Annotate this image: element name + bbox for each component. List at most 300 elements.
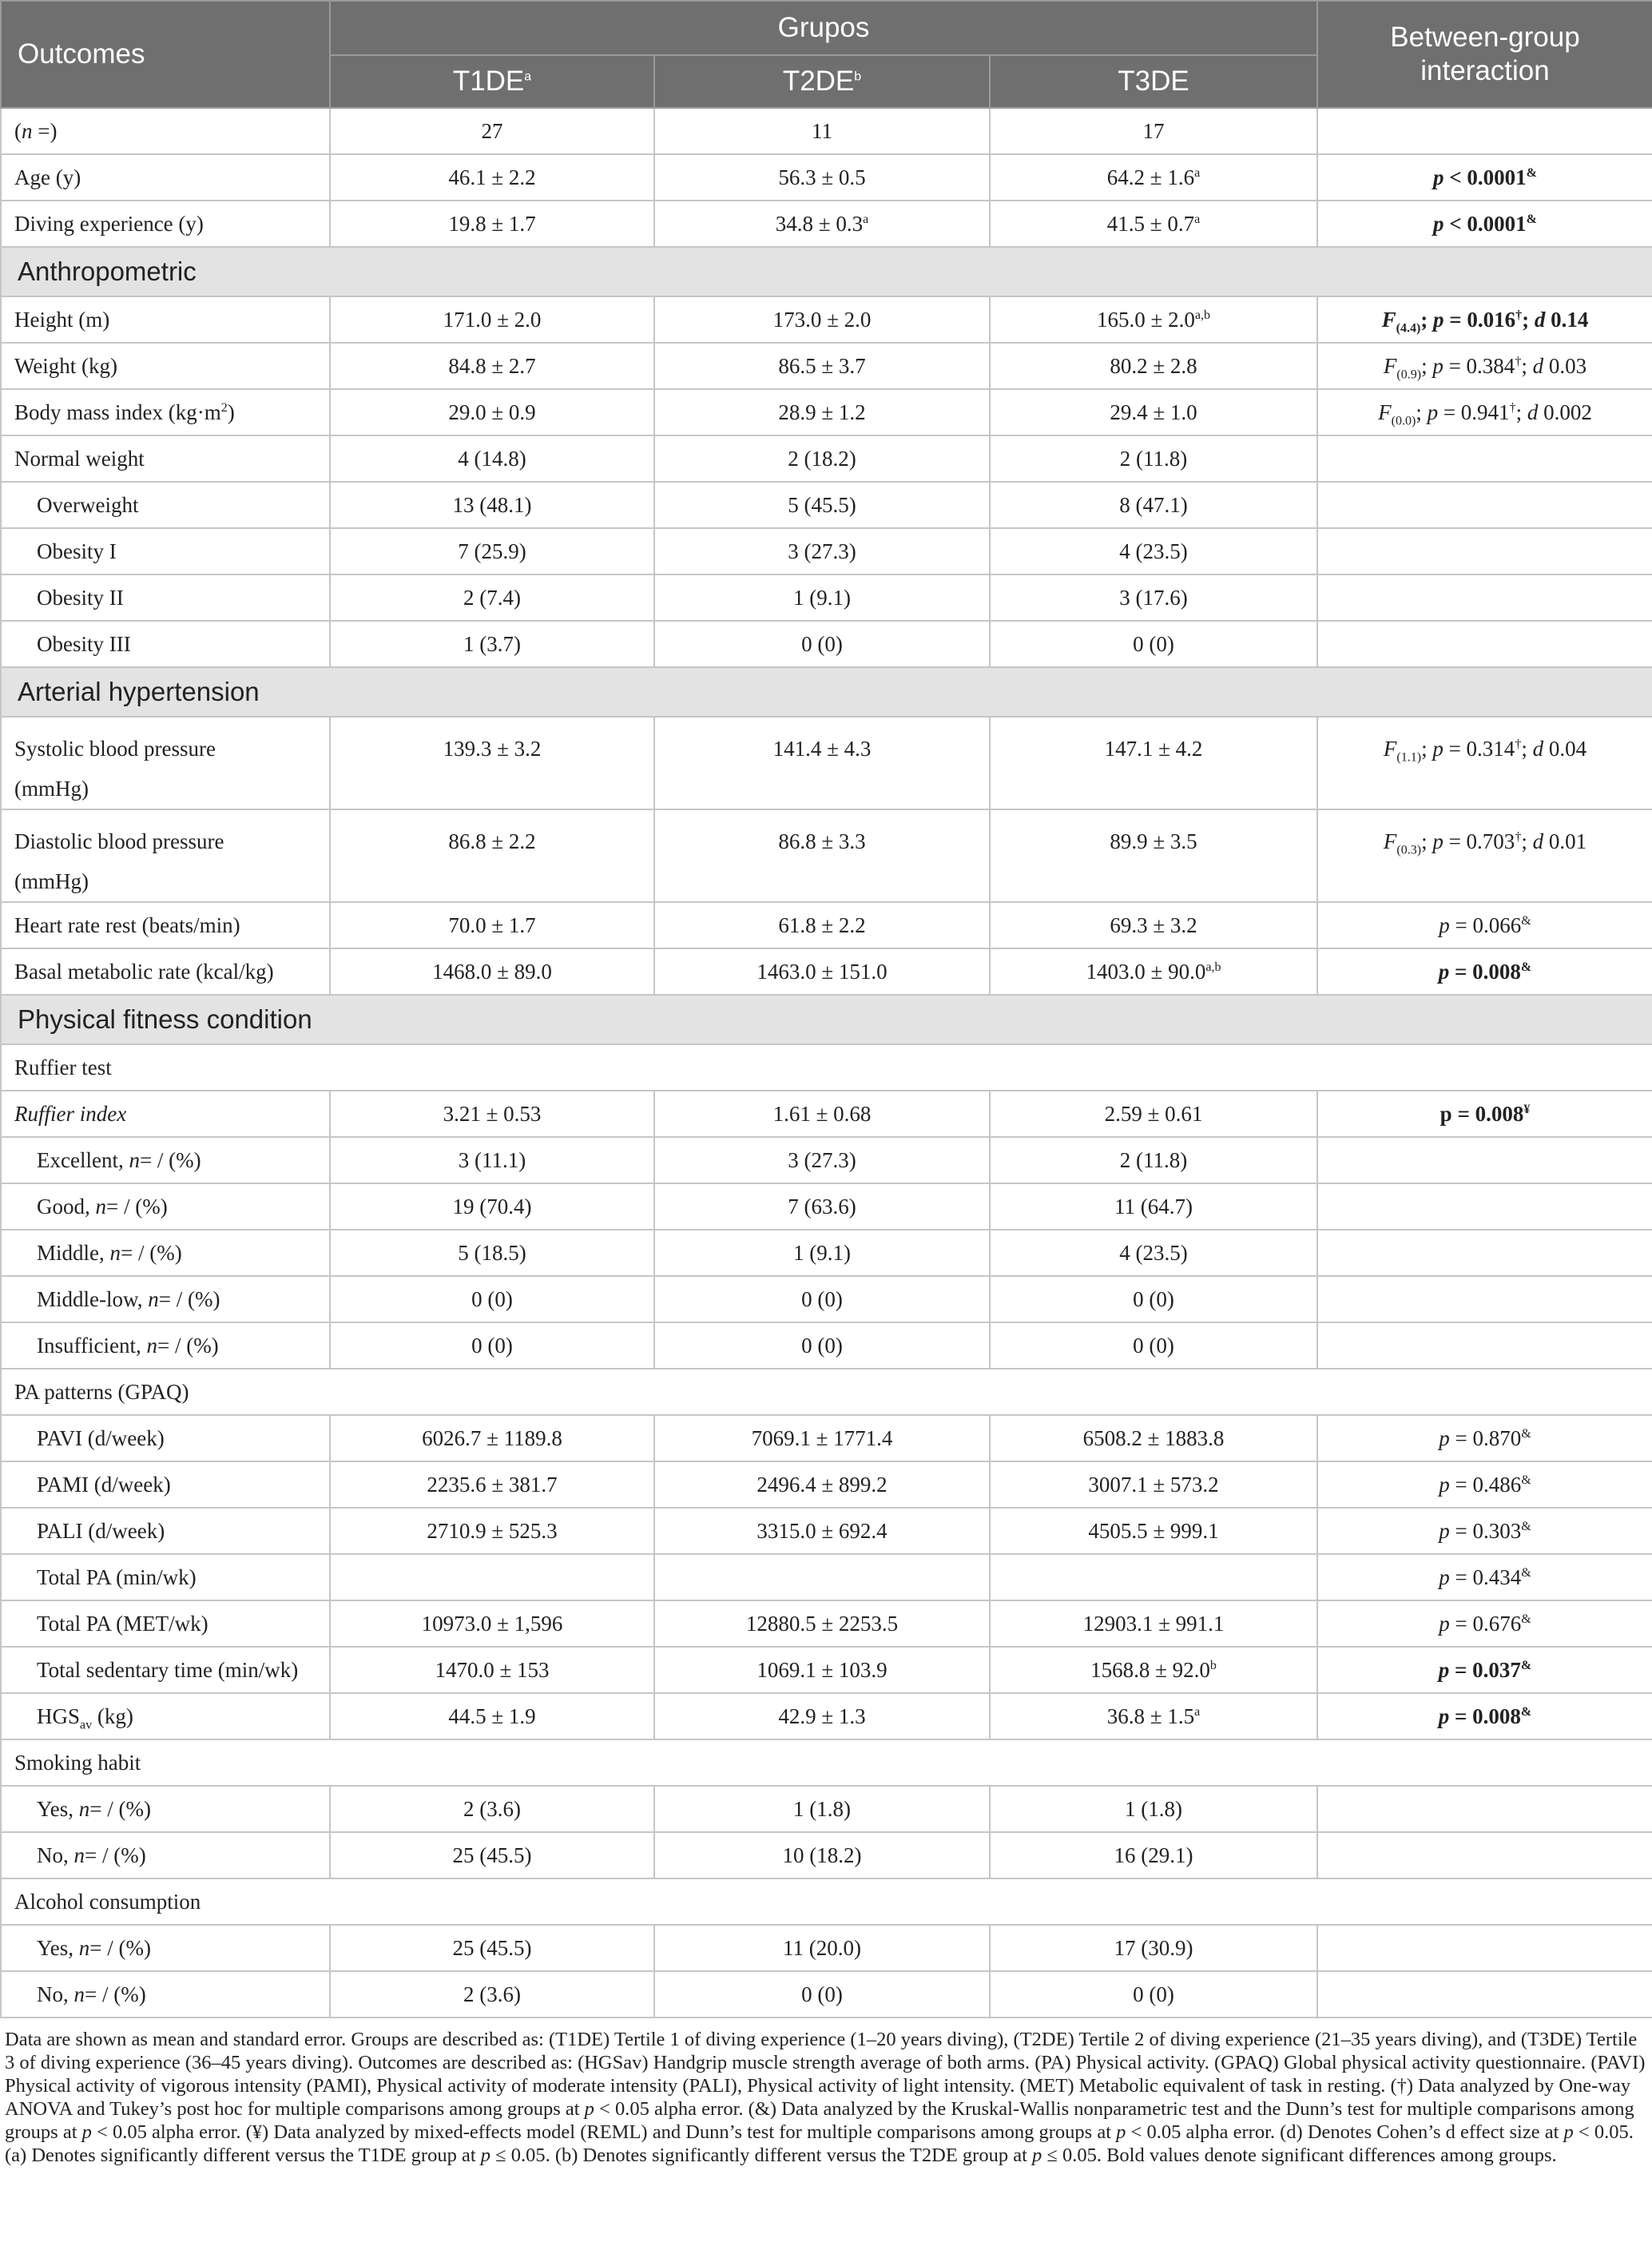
p-sup: † — [1509, 400, 1516, 415]
header-group-t2de — [654, 55, 990, 108]
sep: ; — [1522, 307, 1535, 332]
cell-value: 41.5 ± 0.7 — [1106, 211, 1195, 236]
row-label: Basal metabolic rate (kcal/kg) — [1, 948, 330, 995]
row-label — [1, 1971, 330, 2017]
footnote-p: p — [480, 2145, 491, 2166]
row-label — [1, 1832, 330, 1878]
f-sub: (0.9) — [1396, 367, 1422, 381]
p-sup: & — [1521, 1565, 1531, 1580]
table-row — [1, 621, 1652, 667]
footnote-text: < 0.05 alpha error. (¥) Data analyzed by mixed-effects model (REML) and Dunn’s test for multiple comparisons among groups at — [91, 2121, 1117, 2143]
cell-sup: a,b — [1205, 960, 1221, 974]
row-label — [1, 108, 330, 154]
cell-t2de: 12880.5 ± 2253.5 — [654, 1600, 990, 1647]
table-row — [1, 574, 1652, 621]
cell-t3de: 3007.1 ± 573.2 — [990, 1461, 1317, 1508]
cell-t1de: 70.0 ± 1.7 — [330, 902, 654, 948]
p-sup: & — [1521, 1519, 1531, 1533]
cell-interaction — [1317, 1647, 1652, 1693]
f-symbol: F — [1383, 829, 1397, 853]
cell-t3de: 2 (11.8) — [990, 435, 1317, 482]
row-label: Overweight — [1, 482, 330, 528]
label-part: = / (%) — [157, 1333, 219, 1358]
p-symbol: p — [1439, 1611, 1450, 1636]
table-row — [1, 1461, 1652, 1508]
table-row — [1, 1739, 1652, 1786]
sep: ; — [1521, 737, 1533, 761]
header-outcomes: Outcomes — [1, 1, 330, 108]
table-row — [1, 902, 1652, 948]
table-row — [1, 1878, 1652, 1925]
cell-value: 1403.0 ± 90.0 — [1086, 959, 1206, 984]
cell-t1de: 139.3 ± 3.2 — [330, 717, 654, 809]
p-symbol: p — [1439, 1472, 1450, 1497]
group-label: T2DE — [782, 66, 855, 97]
label-sup: 2 — [220, 400, 228, 415]
label-sub: av — [80, 1717, 93, 1731]
table-row — [1, 1183, 1652, 1230]
cell-t3de: 147.1 ± 4.2 — [990, 717, 1317, 809]
label-part: = / (%) — [89, 1796, 151, 1821]
table-row — [1, 1600, 1652, 1647]
row-label — [1, 717, 330, 809]
label-part: Yes, — [37, 1935, 79, 1960]
row-label — [1, 1183, 330, 1230]
row-label: Weight (kg) — [1, 343, 330, 389]
cell-t2de: 141.4 ± 4.3 — [654, 717, 990, 809]
row-label: Age (y) — [1, 154, 330, 201]
label-part: ) — [227, 400, 235, 424]
cell-t1de: 2 (7.4) — [330, 574, 654, 621]
p-value: = 0.703 — [1443, 829, 1515, 853]
row-label: Total PA (min/wk) — [1, 1554, 330, 1600]
p-symbol: p — [1432, 829, 1444, 853]
cell-interaction — [1317, 574, 1652, 621]
p-sup: & — [1520, 1658, 1532, 1672]
cell-t2de — [654, 201, 990, 247]
cell-interaction — [1317, 528, 1652, 574]
cell-t1de: 2 (3.6) — [330, 1971, 654, 2017]
cell-t3de: 17 — [990, 108, 1317, 154]
p-symbol: p — [1438, 1703, 1450, 1728]
cell-t3de: 1 (1.8) — [990, 1786, 1317, 1832]
d-value: 0.03 — [1543, 353, 1587, 378]
cell-sup: a — [1194, 165, 1201, 180]
table-row — [1, 1786, 1652, 1832]
table-row — [1, 435, 1652, 482]
cell-interaction — [1317, 1693, 1652, 1739]
row-label: Obesity I — [1, 528, 330, 574]
row-label: Normal weight — [1, 435, 330, 482]
d-value: 0.14 — [1545, 307, 1589, 332]
p-sup: & — [1521, 913, 1531, 928]
f-symbol: F — [1378, 400, 1392, 424]
cell-sup: a — [1194, 1704, 1201, 1719]
cell-t2de: 11 (20.0) — [654, 1925, 990, 1971]
row-label: Diving experience (y) — [1, 201, 330, 247]
cell-interaction — [1317, 482, 1652, 528]
footnote-p: p — [1032, 2145, 1042, 2166]
cell-interaction — [1317, 154, 1652, 201]
sep: ; — [1420, 307, 1434, 332]
label-part: Yes, — [37, 1796, 79, 1821]
p-symbol: p — [1432, 353, 1444, 378]
cell-interaction — [1317, 948, 1652, 995]
header-group-t3de — [990, 55, 1317, 108]
cell-t2de: 28.9 ± 1.2 — [654, 389, 990, 435]
cell-sup: a — [863, 212, 869, 226]
label-part: = / (%) — [106, 1194, 168, 1218]
table-row — [1, 154, 1652, 201]
cell-t2de: 3 (27.3) — [654, 528, 990, 574]
row-label: PAVI (d/week) — [1, 1415, 330, 1461]
cell-interaction — [1317, 809, 1652, 902]
p-value: = 0.870 — [1449, 1425, 1522, 1450]
table-row — [1, 1369, 1652, 1415]
label-italic: n — [109, 1240, 121, 1265]
p-symbol: p — [1439, 1564, 1450, 1589]
p-symbol: p — [1432, 737, 1444, 761]
cell-t1de: 1468.0 ± 89.0 — [330, 948, 654, 995]
p-symbol: p — [1438, 1657, 1450, 1682]
label-part: Good, — [37, 1194, 96, 1218]
cell-value: 165.0 ± 2.0 — [1097, 307, 1195, 332]
label-part: = / (%) — [85, 1982, 146, 2006]
cell-interaction — [1317, 1276, 1652, 1322]
cell-t3de — [990, 154, 1317, 201]
p-sup: ¥ — [1523, 1102, 1531, 1116]
p-value: = 0.303 — [1449, 1518, 1522, 1543]
table-body — [1, 108, 1652, 2017]
cell-t1de: 0 (0) — [330, 1322, 654, 1369]
row-label: Heart rate rest (beats/min) — [1, 902, 330, 948]
label-part: = / (%) — [139, 1147, 201, 1172]
group-sup: b — [854, 70, 862, 84]
p-value: = 0.008 — [1449, 1703, 1521, 1728]
table-row — [1, 1276, 1652, 1322]
cell-t3de: 0 (0) — [990, 1971, 1317, 2017]
row-label: Total sedentary time (min/wk) — [1, 1647, 330, 1693]
row-label: PAMI (d/week) — [1, 1461, 330, 1508]
label-italic: n — [73, 1982, 85, 2006]
cell-t2de: 7069.1 ± 1771.4 — [654, 1415, 990, 1461]
table-row — [1, 201, 1652, 247]
label-part: No, — [37, 1843, 74, 1867]
cell-t1de: 3.21 ± 0.53 — [330, 1091, 654, 1137]
cell-t1de: 1 (3.7) — [330, 621, 654, 667]
f-sub: (1.1) — [1396, 750, 1422, 765]
label-italic: n — [78, 1935, 90, 1960]
row-label: Height (m) — [1, 296, 330, 343]
cell-t3de — [990, 296, 1317, 343]
p-symbol: p — [1438, 959, 1450, 984]
p-symbol: p — [1433, 307, 1444, 332]
cell-t3de: 4 (23.5) — [990, 528, 1317, 574]
sep: ; — [1515, 400, 1527, 424]
table-row — [1, 1415, 1652, 1461]
table-row — [1, 1693, 1652, 1739]
row-label — [1, 1693, 330, 1739]
p-value: = 0.008 — [1449, 959, 1521, 984]
p-sup: & — [1526, 165, 1537, 180]
table-row — [1, 1091, 1652, 1137]
table-row — [1, 528, 1652, 574]
table-row — [1, 717, 1652, 809]
cell-interaction — [1317, 1461, 1652, 1508]
label-part: Insufficient, — [37, 1333, 147, 1358]
cell-t3de: 69.3 ± 3.2 — [990, 902, 1317, 948]
f-symbol: F — [1383, 737, 1397, 761]
cell-t3de: 89.9 ± 3.5 — [990, 809, 1317, 902]
cell-interaction — [1317, 389, 1652, 435]
p-symbol: p — [1439, 912, 1450, 937]
label-part: HGS — [37, 1703, 81, 1728]
table-header — [1, 1, 1652, 108]
p-sup: & — [1520, 1704, 1532, 1719]
cell-t3de: 0 (0) — [990, 1322, 1317, 1369]
cell-t3de — [990, 948, 1317, 995]
subheading-alcohol: Alcohol consumption — [1, 1878, 1652, 1925]
cell-t3de: 12903.1 ± 991.1 — [990, 1600, 1317, 1647]
p-sup: † — [1515, 354, 1522, 368]
cell-t1de: 3 (11.1) — [330, 1137, 654, 1183]
cell-t2de: 0 (0) — [654, 1322, 990, 1369]
label-part: = / (%) — [89, 1935, 151, 1960]
p-sup: † — [1515, 308, 1523, 322]
row-label — [1, 1276, 330, 1322]
f-sub: (4.4) — [1396, 320, 1421, 335]
cell-interaction — [1317, 1600, 1652, 1647]
p-sup: & — [1521, 1426, 1531, 1441]
sep: ; — [1521, 829, 1533, 853]
cell-t1de: 46.1 ± 2.2 — [330, 154, 654, 201]
p-symbol: p — [1439, 1518, 1450, 1543]
label-line: (mmHg) — [14, 869, 89, 893]
p-symbol: p — [1427, 400, 1439, 424]
row-label: Obesity III — [1, 621, 330, 667]
cell-interaction — [1317, 1415, 1652, 1461]
cell-t2de: 56.3 ± 0.5 — [654, 154, 990, 201]
cell-t3de: 3 (17.6) — [990, 574, 1317, 621]
label-italic: n — [146, 1333, 157, 1358]
cell-t2de: 42.9 ± 1.3 — [654, 1693, 990, 1739]
row-label — [1, 809, 330, 902]
table-row — [1, 296, 1652, 343]
cell-interaction — [1317, 296, 1652, 343]
table-row — [1, 1554, 1652, 1600]
cell-t2de: 0 (0) — [654, 621, 990, 667]
group-label: T1DE — [452, 66, 525, 97]
d-symbol: d — [1532, 829, 1544, 853]
cell-t3de: 0 (0) — [990, 621, 1317, 667]
section-row — [1, 995, 1652, 1044]
footnote-text: ≤ 0.05. Bold values denote significant differences among groups. — [1042, 2145, 1557, 2166]
label-part: Excellent, — [37, 1147, 129, 1172]
label-part: (kg) — [92, 1703, 133, 1728]
cell-sup: b — [1209, 1658, 1217, 1672]
table-footnote — [0, 2018, 1652, 2167]
cell-value: 1568.8 ± 92.0 — [1090, 1657, 1210, 1682]
cell-t2de: 5 (45.5) — [654, 482, 990, 528]
cell-t3de: 4 (23.5) — [990, 1230, 1317, 1276]
p-value: = 0.384 — [1443, 353, 1515, 378]
footnote-p: p — [81, 2121, 92, 2143]
row-label: Ruffier index — [1, 1091, 330, 1137]
cell-t1de — [330, 1554, 654, 1600]
d-value: 0.04 — [1543, 737, 1587, 761]
cell-t1de: 2 (3.6) — [330, 1786, 654, 1832]
table-row — [1, 1925, 1652, 1971]
label-line: Systolic blood pressure — [14, 737, 216, 761]
label-part: ( — [14, 118, 22, 143]
footnote-p: p — [1116, 2121, 1126, 2143]
cell-t1de: 5 (18.5) — [330, 1230, 654, 1276]
p-value: = 0.676 — [1449, 1611, 1522, 1636]
label-italic: n — [129, 1147, 140, 1172]
label-line: (mmHg) — [14, 777, 89, 801]
footnote-text: < 0.05. (a) Denotes significantly different versus the T1DE group at — [5, 2121, 1634, 2166]
cell-t1de: 10973.0 ± 1,596 — [330, 1600, 654, 1647]
f-sub: (0.3) — [1396, 843, 1422, 857]
group-sup: a — [524, 70, 532, 84]
table-row — [1, 343, 1652, 389]
p-value: = 0.008 — [1451, 1101, 1524, 1126]
label-part: No, — [37, 1982, 74, 2006]
p-sup: † — [1515, 830, 1522, 844]
label-part: Body mass index (kg·m — [14, 400, 221, 424]
f-symbol: F — [1381, 307, 1396, 332]
p-value: < 0.0001 — [1444, 165, 1527, 189]
sep: ; — [1421, 737, 1433, 761]
label-part: Middle-low, — [37, 1286, 149, 1311]
cell-t2de: 1069.1 ± 103.9 — [654, 1647, 990, 1693]
d-symbol: d — [1532, 353, 1544, 378]
table-row — [1, 482, 1652, 528]
cell-t1de: 19 (70.4) — [330, 1183, 654, 1230]
cell-t1de: 27 — [330, 108, 654, 154]
p-symbol: p — [1439, 1425, 1450, 1450]
cell-t1de: 19.8 ± 1.7 — [330, 201, 654, 247]
footnote-text: < 0.05 alpha error. (d) Denotes Cohen’s d effect size at — [1126, 2121, 1564, 2143]
p-value: = 0.486 — [1449, 1472, 1522, 1497]
label-part: = / (%) — [121, 1240, 182, 1265]
label-part: Middle, — [37, 1240, 110, 1265]
f-symbol: F — [1383, 353, 1397, 378]
cell-t2de: 1 (9.1) — [654, 574, 990, 621]
cell-interaction — [1317, 1786, 1652, 1832]
cell-interaction — [1317, 1971, 1652, 2017]
cell-t3de: 16 (29.1) — [990, 1832, 1317, 1878]
cell-t1de: 7 (25.9) — [330, 528, 654, 574]
cell-t2de: 0 (0) — [654, 1276, 990, 1322]
cell-t1de: 1470.0 ± 153 — [330, 1647, 654, 1693]
d-symbol: d — [1534, 307, 1546, 332]
cell-t2de: 61.8 ± 2.2 — [654, 902, 990, 948]
cell-interaction — [1317, 201, 1652, 247]
table-row — [1, 1230, 1652, 1276]
cell-t1de: 13 (48.1) — [330, 482, 654, 528]
table-row — [1, 1322, 1652, 1369]
label-italic: n — [148, 1286, 159, 1311]
header-group-t1de — [330, 55, 654, 108]
cell-interaction — [1317, 1322, 1652, 1369]
header-interaction: Between-group interaction — [1317, 1, 1652, 108]
label-italic: n — [73, 1843, 85, 1867]
p-value: = 0.314 — [1443, 737, 1515, 761]
footnote-text: Data are shown as mean and standard error. Groups are described as: (T1DE) Tertile 1 of diving experience (1–20 years diving), (T2DE) Tertile 2 of diving experience (21–35 years diving), and (T3DE) Tertile 3 of diving experience (36–45 years diving). Outcomes are described as: (HGSav) Handgrip muscle strength average of both arms. (PA) Physical activity. (GPAQ) Global physical activity questionnaire. (PAVI) Physical activity of vigorous intensity (PAMI), Physical activity of moderate intensity (PALI), Physical activity of light intensity. (MET) Metabolic equivalent of task in resting. (†) Data analyzed by One-way ANOVA and Tukey’s post hoc for multiple comparisons among groups at — [5, 2029, 1646, 2120]
row-label: Obesity II — [1, 574, 330, 621]
table-row — [1, 1832, 1652, 1878]
cell-value: 34.8 ± 0.3 — [775, 211, 864, 236]
label-part: =) — [32, 118, 58, 143]
p-symbol: p — [1433, 211, 1444, 236]
sep: ; — [1416, 400, 1428, 424]
cell-t2de: 1463.0 ± 151.0 — [654, 948, 990, 995]
cell-t3de: 6508.2 ± 1883.8 — [990, 1415, 1317, 1461]
table-row — [1, 108, 1652, 154]
table-row — [1, 1044, 1652, 1091]
cell-t3de — [990, 1647, 1317, 1693]
cell-t3de: 2 (11.8) — [990, 1137, 1317, 1183]
cell-t3de: 0 (0) — [990, 1276, 1317, 1322]
table-row — [1, 809, 1652, 902]
table-row — [1, 389, 1652, 435]
cell-interaction — [1317, 435, 1652, 482]
d-value: 0.002 — [1538, 400, 1592, 424]
footnote-p: p — [1563, 2121, 1574, 2143]
header-grupos: Grupos — [330, 1, 1317, 55]
cell-t2de: 0 (0) — [654, 1971, 990, 2017]
cell-t1de: 29.0 ± 0.9 — [330, 389, 654, 435]
row-label — [1, 1786, 330, 1832]
table-row — [1, 1137, 1652, 1183]
row-label — [1, 1137, 330, 1183]
cell-t3de: 29.4 ± 1.0 — [990, 389, 1317, 435]
table-row — [1, 1508, 1652, 1554]
p-value: < 0.0001 — [1444, 211, 1527, 236]
cell-t3de — [990, 1554, 1317, 1600]
row-label — [1, 1925, 330, 1971]
cell-interaction — [1317, 343, 1652, 389]
sep: ; — [1421, 353, 1433, 378]
cell-t3de: 17 (30.9) — [990, 1925, 1317, 1971]
sep: ; — [1521, 353, 1533, 378]
section-row — [1, 667, 1652, 717]
label-italic: n — [78, 1796, 90, 1821]
d-value: 0.01 — [1543, 829, 1587, 853]
cell-interaction — [1317, 621, 1652, 667]
cell-t1de: 2235.6 ± 381.7 — [330, 1461, 654, 1508]
cell-t2de: 1.61 ± 0.68 — [654, 1091, 990, 1137]
cell-value: 64.2 ± 1.6 — [1106, 165, 1195, 189]
row-label — [1, 1230, 330, 1276]
p-symbol: p — [1433, 165, 1444, 189]
table-row — [1, 1971, 1652, 2017]
p-sup: & — [1521, 1612, 1531, 1626]
cell-t1de: 6026.7 ± 1189.8 — [330, 1415, 654, 1461]
cell-t1de: 84.8 ± 2.7 — [330, 343, 654, 389]
subheading-ruffier-test: Ruffier test — [1, 1044, 1652, 1091]
section-row — [1, 247, 1652, 296]
p-value: = 0.037 — [1449, 1657, 1521, 1682]
footnote-text: < 0.05 alpha error. (&) Data analyzed by the Kruskal-Wallis nonparametric test and the Dunn’s test for multiple comparisons among groups at — [5, 2098, 1634, 2143]
label-part: = / (%) — [158, 1286, 220, 1311]
cell-t3de — [990, 1693, 1317, 1739]
p-value: = 0.941 — [1438, 400, 1510, 424]
cell-interaction — [1317, 1508, 1652, 1554]
p-sup: & — [1520, 960, 1532, 974]
cell-t3de: 8 (47.1) — [990, 482, 1317, 528]
